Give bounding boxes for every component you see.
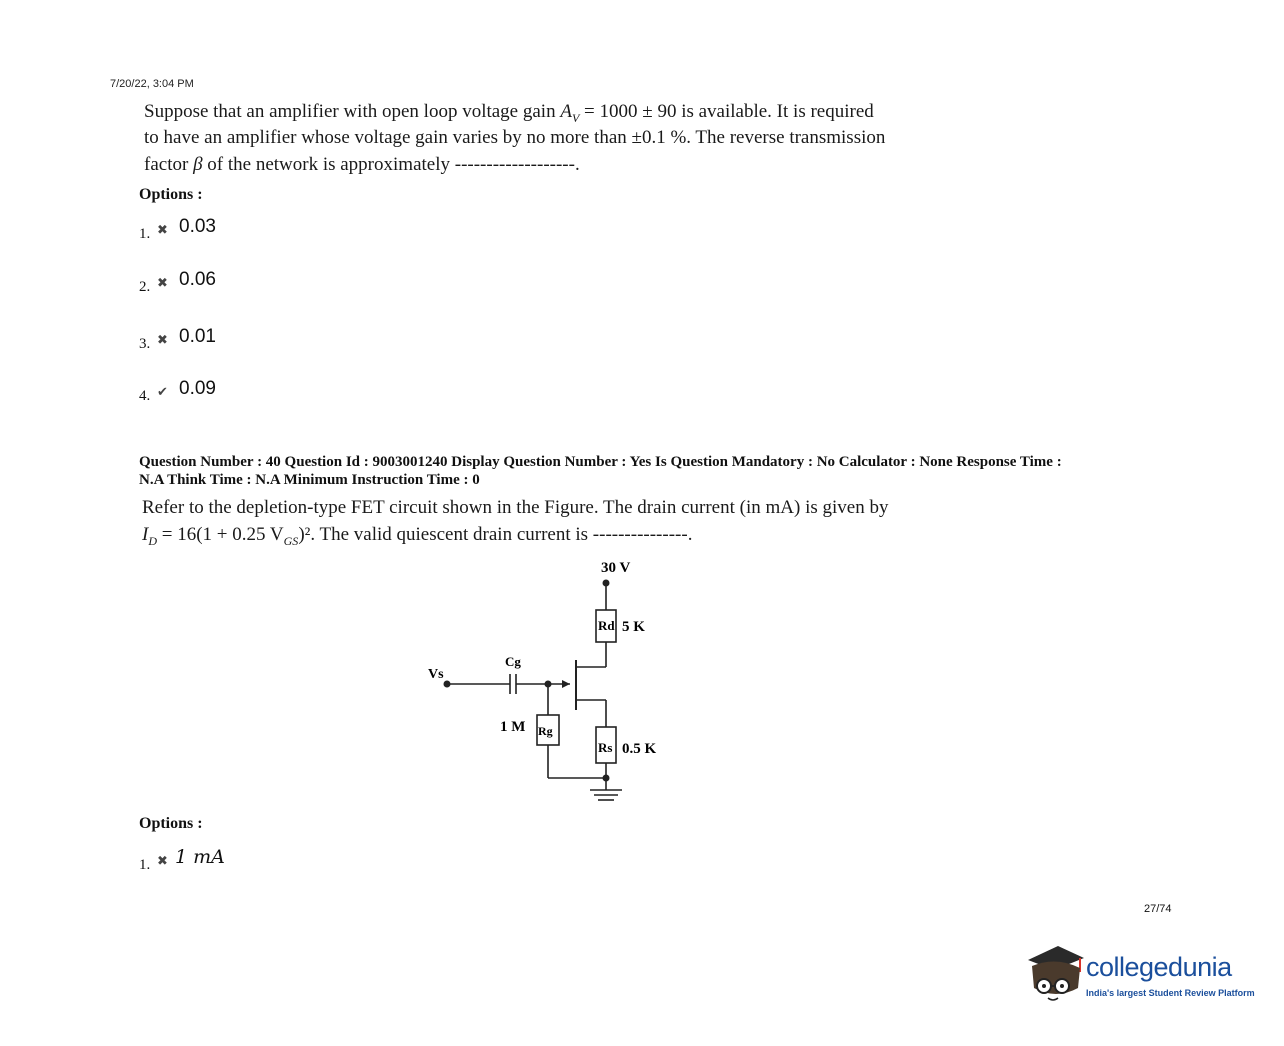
option-number: 4. [139, 388, 151, 404]
rg-label: Rg [538, 724, 553, 738]
brand-name: collegedunia [1086, 952, 1232, 982]
rd-value: 5 K [622, 619, 645, 635]
rs-value: 0.5 K [622, 741, 657, 757]
option-value: 0.03 [179, 216, 216, 237]
q40-option-1[interactable] [139, 846, 225, 874]
vs-label: Vs [428, 667, 444, 682]
cross-icon: ✖ [157, 223, 168, 238]
cross-icon: ✖ [157, 333, 168, 348]
cross-icon: ✖ [157, 854, 168, 869]
q39-gain-subscript: V [571, 110, 580, 125]
q40-id-subscript: D [148, 533, 157, 548]
q40-id-symbol: I [142, 524, 149, 545]
mascot-logo-icon [1022, 938, 1088, 1008]
gate-junction-node [545, 681, 552, 688]
q39-line1-post: = 1000 ± 90 is available. It is required [579, 101, 874, 122]
q39-gain-symbol: A [560, 101, 572, 122]
option-value: 1 mA [175, 846, 225, 868]
brand-tagline: India's largest Student Review Platform [1086, 988, 1255, 998]
option-number: 3. [139, 336, 151, 352]
rd-label: Rd [598, 618, 615, 633]
option-value: 0.06 [179, 269, 216, 290]
supply-label: 30 V [601, 560, 631, 576]
option-value: 0.01 [179, 326, 216, 347]
q39-line3-post: of the network is approximately -------------------. [202, 154, 580, 175]
q40-meta-line-2: N.A Think Time : N.A Minimum Instruction Time : 0 [139, 472, 480, 488]
q40-vgs-subscript: GS [283, 533, 299, 548]
cg-label: Cg [505, 654, 521, 669]
q39-beta-symbol: β [193, 154, 203, 175]
q40-line-1: Refer to the depletion-type FET circuit shown in the Figure. The drain current (in mA) is given by [142, 497, 889, 518]
rs-label: Rs [598, 740, 613, 755]
supply-node [603, 580, 610, 587]
q40-line2-post: )². The valid quiescent drain current is ---------------. [298, 524, 693, 545]
page-number: 27/74 [1144, 903, 1172, 915]
q39-line1-pre: Suppose that an amplifier with open loop voltage gain [144, 101, 561, 122]
q39-line3-pre: factor [144, 154, 194, 175]
check-icon: ✔ [157, 385, 168, 400]
input-node [444, 681, 451, 688]
q39-line-2: to have an amplifier whose voltage gain varies by no more than ±0.1 %. The reverse transmission [144, 127, 886, 148]
option-number: 1. [139, 226, 151, 242]
option-number: 2. [139, 279, 151, 295]
q40-line2-mid: = 16(1 + 0.25 V [157, 524, 284, 545]
option-number: 1. [139, 857, 151, 873]
print-timestamp: 7/20/22, 3:04 PM [110, 78, 194, 90]
rg-value: 1 M [500, 719, 526, 735]
q40-meta-line-1: Question Number : 40 Question Id : 9003001240 Display Question Number : Yes Is Question Mandatory : No Calculator : None Response Time : [139, 454, 1062, 470]
cross-icon: ✖ [157, 276, 168, 291]
source-junction-node [603, 775, 610, 782]
q39-options-label: Options : [139, 186, 203, 203]
q40-options-label: Options : [139, 815, 203, 832]
gate-arrow-icon [562, 680, 570, 688]
option-value: 0.09 [179, 378, 216, 399]
